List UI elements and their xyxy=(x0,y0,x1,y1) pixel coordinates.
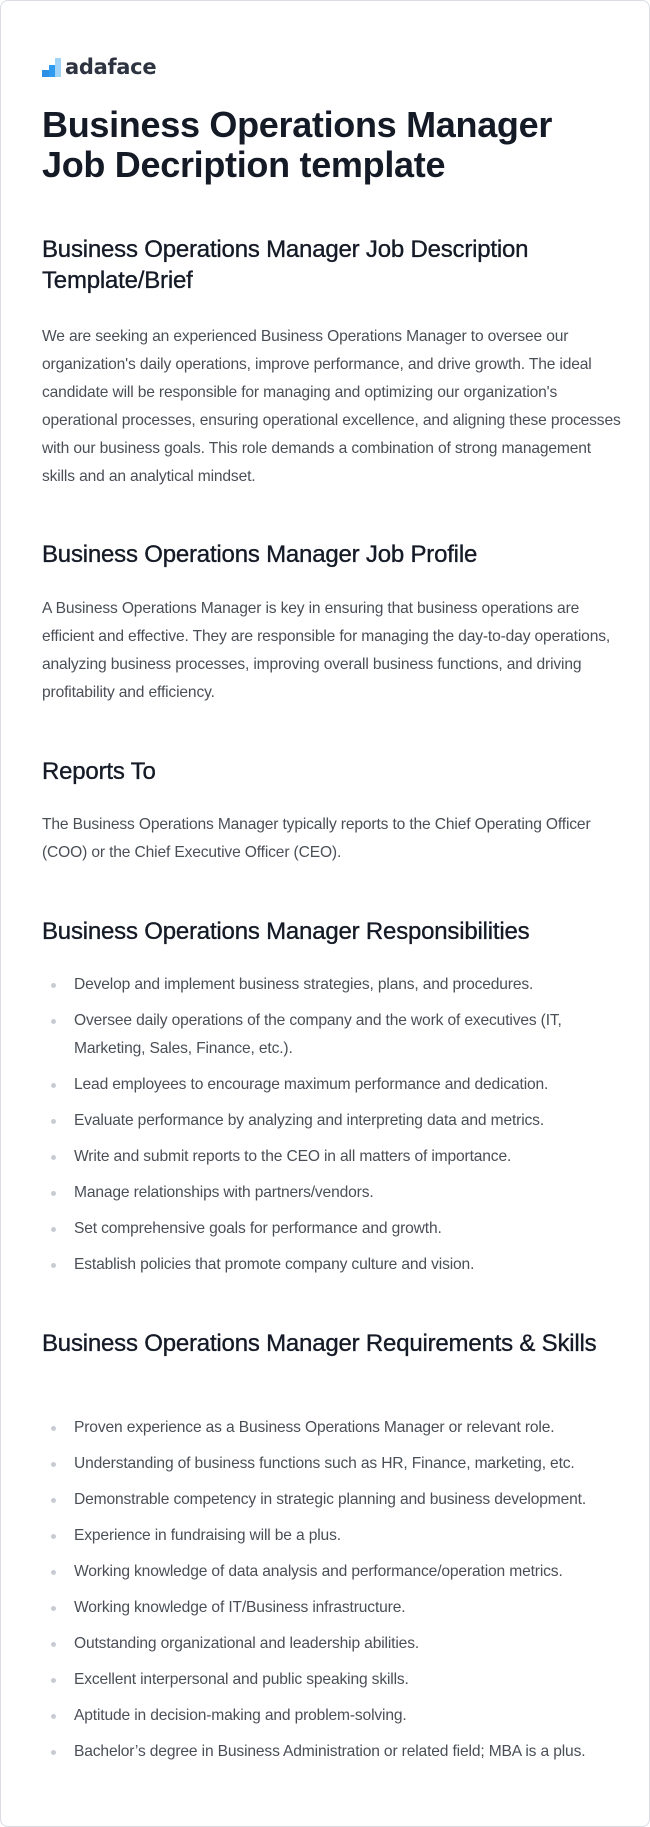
list-item: Evaluate performance by analyzing and interpreting data and metrics. xyxy=(42,1107,622,1135)
bullet-icon xyxy=(51,1534,56,1539)
list-item: Lead employees to encourage maximum performance and dedication. xyxy=(42,1071,622,1099)
list-item: Oversee daily operations of the company and the work of executives (IT, Marketing, Sales, Finance, etc.). xyxy=(42,1007,622,1063)
responsibilities-list xyxy=(42,971,622,1287)
bullet-icon xyxy=(51,1019,56,1024)
list-item: Aptitude in decision-making and problem-solving. xyxy=(42,1702,622,1730)
list-item: Establish policies that promote company culture and vision. xyxy=(42,1251,622,1279)
list-item: Manage relationships with partners/vendors. xyxy=(42,1179,622,1207)
list-item: Proven experience as a Business Operations Manager or relevant role. xyxy=(42,1414,622,1442)
page-title: Business Operations Manager Job Decription template xyxy=(42,104,553,185)
section-title-profile: Business Operations Manager Job Profile xyxy=(42,541,478,568)
bullet-icon xyxy=(51,1155,56,1160)
section-title-reports-to: Reports To xyxy=(42,758,156,785)
bullet-icon xyxy=(51,1119,56,1124)
list-item: Bachelor’s degree in Business Administration or related field; MBA is a plus. xyxy=(42,1738,622,1766)
section-text-brief: We are seeking an experienced Business Operations Manager to oversee our organization's daily operations, improve performance, and drive growth. The ideal candidate will be responsible for managing and optimizing our organization's operational processes, ensuring operational excellence, and aligning these processes with our business goals. This role demands a combination of strong management skills and an analytical mindset. xyxy=(42,328,621,485)
list-item: Excellent interpersonal and public speaking skills. xyxy=(42,1666,622,1694)
bar-steps-icon xyxy=(42,57,61,77)
list-item: Working knowledge of data analysis and performance/operation metrics. xyxy=(42,1558,622,1586)
bullet-icon xyxy=(51,1678,56,1683)
adaface-logo[interactable] xyxy=(42,54,156,80)
list-item: Develop and implement business strategies, plans, and procedures. xyxy=(42,971,622,999)
bullet-icon xyxy=(51,1750,56,1755)
section-title-responsibilities: Business Operations Manager Responsibilities xyxy=(42,918,530,945)
list-item: Demonstrable competency in strategic planning and business development. xyxy=(42,1486,622,1514)
list-item: Working knowledge of IT/Business infrastructure. xyxy=(42,1594,622,1622)
list-item: Write and submit reports to the CEO in all matters of importance. xyxy=(42,1143,622,1171)
bullet-icon xyxy=(51,1263,56,1268)
bullet-icon xyxy=(51,1498,56,1503)
section-text-profile: A Business Operations Manager is key in ensuring that business operations are efficient and effective. They are responsible for managing the day-to-day operations, analyzing business processes, improving overall business functions, and driving profitability and efficiency. xyxy=(42,600,611,701)
section-title-brief: Business Operations Manager Job Description Template/Brief xyxy=(42,236,529,294)
bullet-icon xyxy=(51,1642,56,1647)
bullet-icon xyxy=(51,1570,56,1575)
list-item: Experience in fundraising will be a plus. xyxy=(42,1522,622,1550)
list-item: Outstanding organizational and leadership abilities. xyxy=(42,1630,622,1658)
bullet-icon xyxy=(51,1714,56,1719)
logo-wordmark: adaface xyxy=(65,55,157,79)
list-item: Set comprehensive goals for performance and growth. xyxy=(42,1215,622,1243)
bullet-icon xyxy=(51,1191,56,1196)
list-item: Understanding of business functions such as HR, Finance, marketing, etc. xyxy=(42,1450,622,1478)
bullet-icon xyxy=(51,983,56,988)
section-title-requirements: Business Operations Manager Requirements & Skills xyxy=(42,1330,597,1357)
requirements-list xyxy=(42,1414,622,1774)
bullet-icon xyxy=(51,1083,56,1088)
bullet-icon xyxy=(51,1606,56,1611)
bullet-icon xyxy=(51,1227,56,1232)
bullet-icon xyxy=(51,1426,56,1431)
bullet-icon xyxy=(51,1462,56,1467)
section-text-reports-to: The Business Operations Manager typically reports to the Chief Operating Officer (COO) or the Chief Executive Officer (CEO). xyxy=(42,816,591,861)
